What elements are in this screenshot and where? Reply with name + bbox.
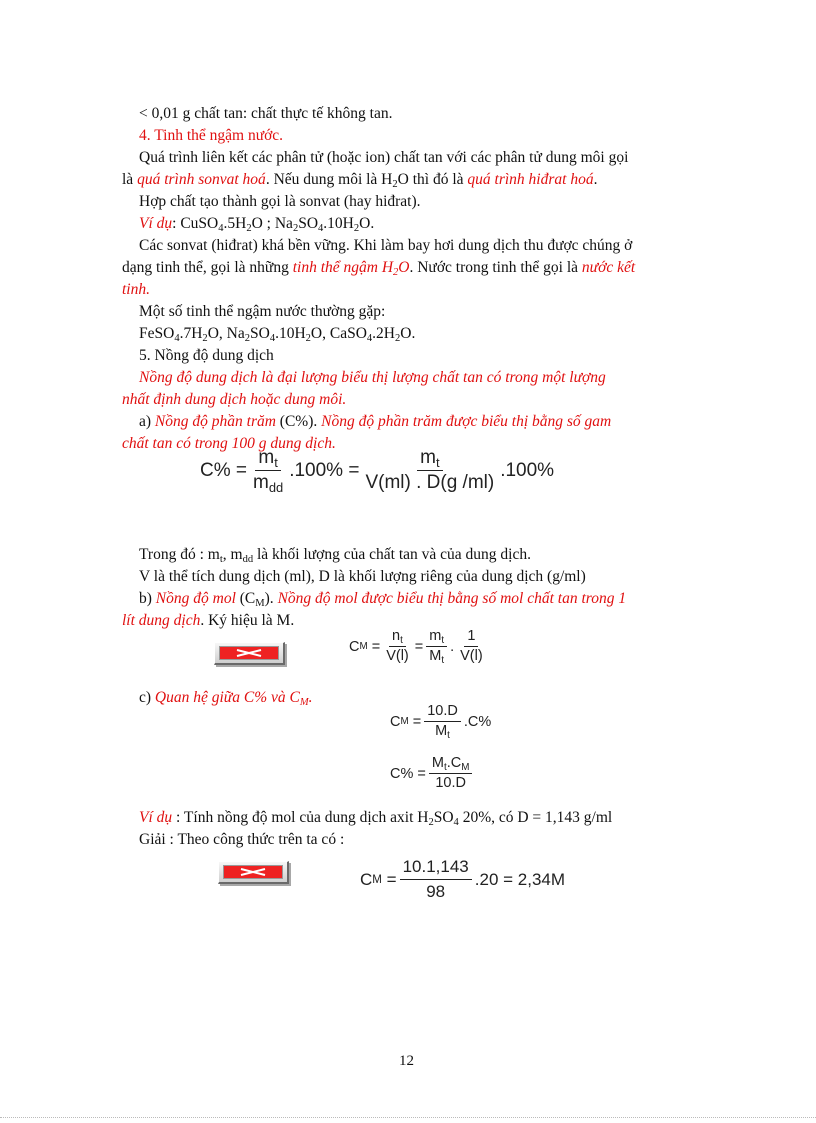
formula-worked-example: C M = $\frac{10.1,143}{98}$ .20 = 2,34M bbox=[360, 857, 566, 901]
text-line-22: Ví dụ : Tính nồng độ mol của dung dịch axit $H_2SO_4$ 20%, có D = 1,143 g/ml bbox=[139, 809, 613, 829]
fraction: $\frac{m_t}{m_{dd}}$ bbox=[253, 447, 284, 495]
text-line-9: tinh. bbox=[122, 281, 150, 298]
page-number: 12 bbox=[399, 1053, 414, 1069]
formula-mass-percent: C% = $\frac{m_t}{m_{dd}}$ .100% = $\frac{m_t}{V(ml) . D(g /ml)}$ .100% bbox=[200, 447, 555, 495]
close-icon bbox=[215, 643, 283, 663]
fraction: $\frac{m_t}{V(ml) . D(g /ml)}$ bbox=[365, 447, 495, 493]
close-icon bbox=[219, 862, 287, 882]
definition-line-2: nhất định dung dịch hoặc dung môi. bbox=[122, 391, 347, 408]
definition-line-1: Nồng độ dung dịch là đại lượng biểu thị lượng chất tan có trong một lượng bbox=[139, 369, 606, 386]
page-bottom-divider bbox=[0, 1117, 816, 1118]
fraction: $\frac{M_t.C_M}{10.D}$ bbox=[429, 755, 473, 792]
text-line-16: chất tan có trong 100 g dung dịch. bbox=[122, 435, 336, 452]
embedded-object-button[interactable] bbox=[218, 861, 289, 884]
formula-molar-from-percent: C M = $\frac{10.D}{M_t}$ .C% bbox=[390, 703, 492, 741]
text-line-23: Giải : Theo công thức trên ta có : bbox=[139, 831, 345, 848]
text-line-6: Ví dụ: $CuSO_4.5H_2O$ ; $Na_2SO_4.10H_2O$. bbox=[139, 215, 375, 235]
text-line-3: Quá trình liên kết các phân tử (hoặc ion) chất tan với các phân tử dung môi gọi bbox=[139, 149, 629, 166]
fraction: $\frac{10.D}{M_t}$ bbox=[424, 703, 461, 740]
heading-concentration: 5. Nồng độ dung dịch bbox=[139, 347, 274, 364]
text-line-10: Một số tinh thể ngậm nước thường gặp: bbox=[139, 303, 386, 320]
text-line-19: b) Nồng độ mol $(C_M)$. Nồng độ mol được biểu thị bằng số mol chất tan trong 1 bbox=[139, 590, 627, 610]
text-line-11: $FeSO_4.7H_2O$, $Na_2SO_4.10H_2O$, $CaSO_4.2H_2O$. bbox=[139, 325, 416, 345]
text-line-15: a) Nồng độ phần trăm (C%). Nồng độ phần trăm được biểu thị bằng số gam bbox=[139, 413, 612, 430]
fraction: $\frac{n_t}{V(l)}$ bbox=[386, 628, 409, 664]
embedded-object-button[interactable] bbox=[214, 642, 285, 665]
formula-percent-from-molar: C% = $\frac{M_t.C_M}{10.D}$ bbox=[390, 755, 475, 792]
heading-hydrated-crystals: 4. Tinh thể ngậm nước. bbox=[139, 127, 284, 144]
text-line-20: lít dung dịch. Ký hiệu là M. bbox=[122, 612, 295, 629]
fraction: $\frac{1}{V(l)}$ bbox=[460, 628, 483, 664]
text-line-8: dạng tinh thể, gọi là những tinh thể ngậm $H_2O$. Nước trong tinh thể gọi là nước kết bbox=[122, 259, 636, 279]
text-line-1: < 0,01 g chất tan: chất thực tế không tan. bbox=[139, 105, 393, 122]
formula-molar: C M = $\frac{n_t}{V(l)}$ = $\frac{m_t}{M_t}$ . $\frac{1}{V(l)}$ bbox=[349, 628, 489, 665]
fraction: $\frac{m_t}{M_t}$ bbox=[426, 628, 447, 665]
text-line-18: V là thể tích dung dịch (ml), D là khối lượng riêng của dung dịch (g/ml) bbox=[139, 568, 586, 585]
fraction: $\frac{10.1,143}{98}$ bbox=[400, 856, 472, 903]
text-line-5: Hợp chất tạo thành gọi là sonvat (hay hiđrat). bbox=[139, 193, 421, 210]
text-line-21: c) Quan hệ giữa C% và $C_M$. bbox=[139, 689, 313, 709]
text-line-7: Các sonvat (hiđrat) khá bền vững. Khi làm bay hơi dung dịch thu được chúng ở bbox=[139, 237, 633, 254]
text-line-17: Trong đó : $m_t$, $m_{dd}$ là khối lượng của chất tan và của dung dịch. bbox=[139, 546, 531, 566]
text-line-4: là quá trình sonvat hoá. Nếu dung môi là $H_2O$ thì đó là quá trình hiđrat hoá. bbox=[122, 171, 598, 191]
